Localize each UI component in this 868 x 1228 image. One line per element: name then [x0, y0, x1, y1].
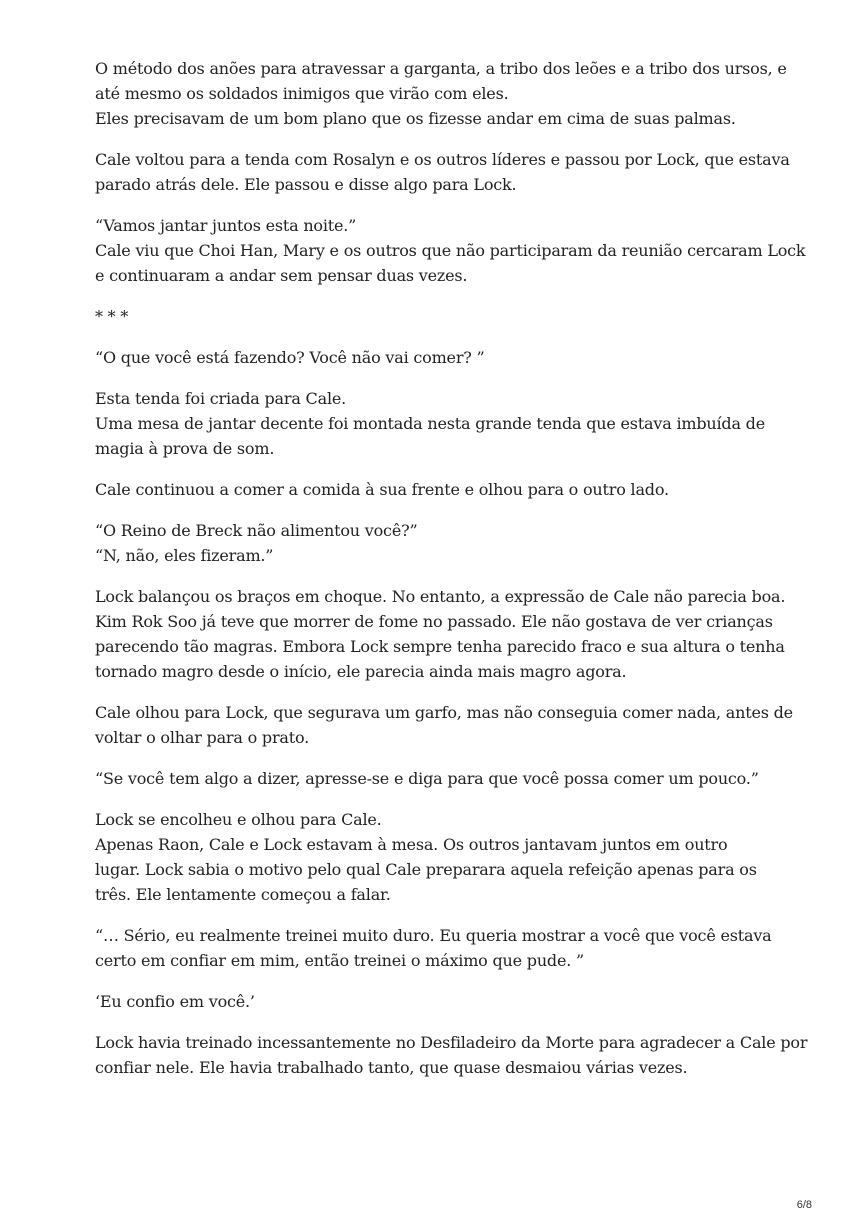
text-line: e continuaram a andar sem pensar duas vezes. — [95, 266, 468, 285]
text-line: confiar nele. Ele havia trabalhado tanto, que quase desmaiou várias vezes. — [95, 1058, 688, 1077]
text-line: certo em confiar em mim, então treinei o máximo que pude. ” — [95, 951, 584, 970]
text-line: “Vamos jantar juntos esta noite.” — [95, 216, 357, 235]
text-line: voltar o olhar para o prato. — [95, 728, 310, 747]
text-line: parado atrás dele. Ele passou e disse algo para Lock. — [95, 175, 517, 194]
text-line: O método dos anões para atravessar a garganta, a tribo dos leões e a tribo dos ursos, e — [95, 59, 787, 78]
text-line: Cale voltou para a tenda com Rosalyn e os outros líderes e passou por Lock, que estava — [95, 150, 790, 169]
paragraph — [95, 386, 795, 461]
paragraph — [95, 923, 795, 973]
text-line: três. Ele lentamente começou a falar. — [95, 885, 391, 904]
paragraph — [95, 700, 795, 750]
paragraph — [95, 989, 795, 1014]
paragraph — [95, 56, 795, 131]
text-line: “O que você está fazendo? Você não vai comer? ” — [95, 348, 485, 367]
paragraph — [95, 477, 795, 502]
paragraph — [95, 147, 795, 197]
text-line: magia à prova de som. — [95, 439, 275, 458]
text-line: Cale continuou a comer a comida à sua frente e olhou para o outro lado. — [95, 480, 669, 499]
text-line: Lock balançou os braços em choque. No entanto, a expressão de Cale não parecia boa. — [95, 587, 786, 606]
paragraph — [95, 213, 806, 288]
text-line: Cale olhou para Lock, que segurava um garfo, mas não conseguia comer nada, antes de — [95, 703, 793, 722]
text-line: “Se você tem algo a dizer, apresse-se e diga para que você possa comer um pouco.” — [95, 769, 759, 788]
text-line: parecendo tão magras. Embora Lock sempre tenha parecido fraco e sua altura o tenha — [95, 637, 785, 656]
paragraph — [95, 345, 795, 370]
text-line: Cale viu que Choi Han, Mary e os outros que não participaram da reunião cercaram Lock — [95, 241, 806, 260]
paragraph — [95, 766, 795, 791]
text-line: “N, não, eles fizeram.” — [95, 546, 274, 565]
paragraph — [95, 518, 795, 568]
text-line: Esta tenda foi criada para Cale. — [95, 389, 347, 408]
paragraph — [95, 584, 795, 684]
text-line: Apenas Raon, Cale e Lock estavam à mesa. Os outros jantavam juntos em outro — [95, 835, 728, 854]
text-line: tornado magro desde o início, ele parecia ainda mais magro agora. — [95, 662, 627, 681]
text-line: lugar. Lock sabia o motivo pelo qual Cale preparara aquela refeição apenas para os — [95, 860, 757, 879]
text-line: * * * — [95, 307, 129, 326]
text-line: Lock se encolheu e olhou para Cale. — [95, 810, 382, 829]
paragraph — [95, 304, 795, 329]
text-line: até mesmo os soldados inimigos que virão com eles. — [95, 84, 509, 103]
text-line: Eles precisavam de um bom plano que os fizesse andar em cima de suas palmas. — [95, 109, 736, 128]
text-line: Kim Rok Soo já teve que morrer de fome no passado. Ele não gostava de ver crianças — [95, 612, 773, 631]
text-line: Uma mesa de jantar decente foi montada nesta grande tenda que estava imbuída de — [95, 414, 765, 433]
text-line: Lock havia treinado incessantemente no Desfiladeiro da Morte para agradecer a Cale por — [95, 1033, 808, 1052]
page-number: 6/8 — [796, 1199, 812, 1211]
paragraph — [95, 807, 795, 907]
document-body — [95, 56, 808, 1096]
paragraph — [95, 1030, 808, 1080]
text-line: ‘Eu confio em você.’ — [95, 992, 255, 1011]
text-line: “O Reino de Breck não alimentou você?” — [95, 521, 418, 540]
text-line: “… Sério, eu realmente treinei muito duro. Eu queria mostrar a você que você estava — [95, 926, 772, 945]
